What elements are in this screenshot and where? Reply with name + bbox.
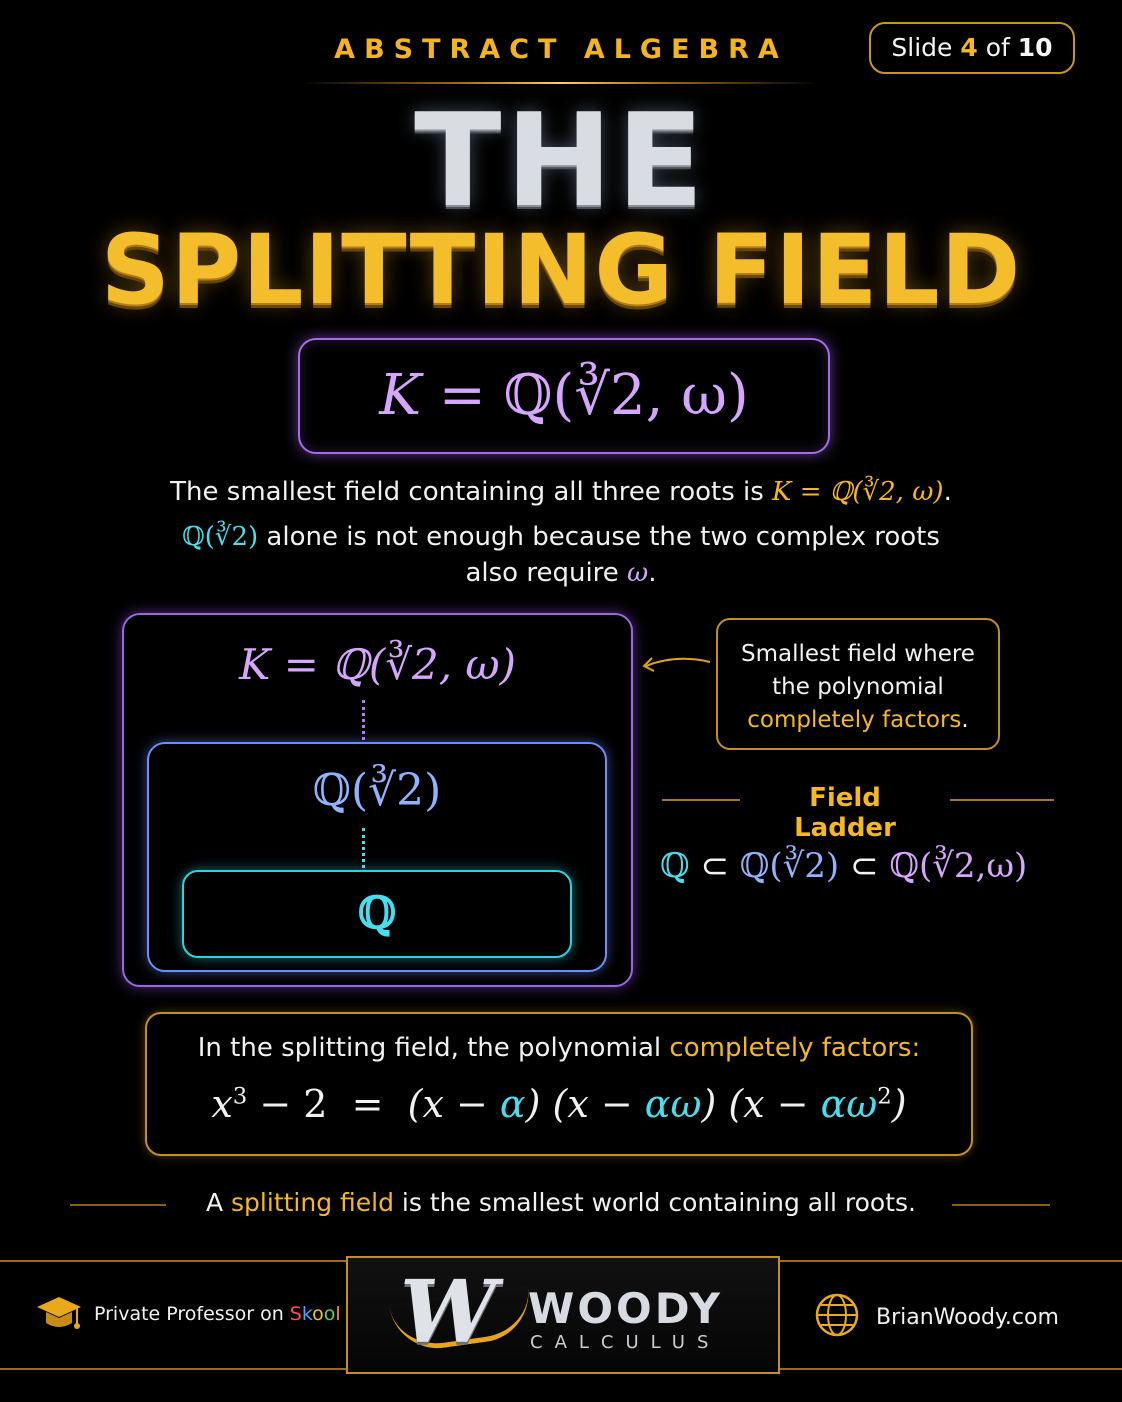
ladder-subset-2: ⊂ bbox=[850, 846, 879, 886]
ladder-rule-right bbox=[950, 799, 1054, 801]
eq-lhs: x bbox=[211, 1082, 233, 1126]
factor-1-close: ) bbox=[525, 1082, 541, 1126]
globe-icon bbox=[814, 1292, 860, 1338]
slide-total: 10 bbox=[1017, 33, 1053, 62]
kicker-title: ABSTRACT ALGEBRA bbox=[334, 34, 788, 65]
tagline-highlight: splitting field bbox=[231, 1188, 394, 1217]
slide-current: 4 bbox=[960, 33, 978, 62]
slide-prefix: Slide bbox=[891, 33, 961, 62]
skool-letter: l bbox=[335, 1303, 341, 1325]
factorization-equation bbox=[145, 1082, 973, 1126]
formula-rhs: ℚ(∛2, ω) bbox=[503, 363, 749, 428]
omega-symbol: ω bbox=[627, 558, 649, 588]
slide-mid: of bbox=[977, 33, 1018, 62]
factor-2-open: (x − bbox=[552, 1082, 645, 1126]
connector-q2-to-q bbox=[362, 828, 365, 868]
skool-link[interactable] bbox=[94, 1303, 341, 1325]
explanation-end-1: . bbox=[943, 477, 952, 507]
factor-3-close: ) bbox=[891, 1082, 907, 1126]
tagline-rest: is the smallest world containing all roots. bbox=[393, 1188, 917, 1217]
callout-end: . bbox=[961, 707, 969, 733]
formula-lhs: K bbox=[379, 363, 422, 428]
callout-highlight: completely factors bbox=[747, 707, 962, 733]
tagline-start: A bbox=[205, 1188, 232, 1217]
field-q-cbrt2-label: ℚ(∛2) bbox=[312, 765, 442, 816]
title-line-2: SPLITTING FIELD bbox=[100, 214, 1022, 326]
explanation-text-3: also require bbox=[465, 558, 619, 588]
callout-line-2: the polynomial bbox=[772, 674, 944, 700]
ladder-rule-left bbox=[662, 799, 740, 801]
skool-prefix: Private Professor on bbox=[94, 1303, 290, 1325]
field-ladder-title: Field Ladder bbox=[794, 783, 896, 843]
explanation-text-2: alone is not enough because the two complex roots bbox=[266, 522, 940, 552]
ladder-q-cbrt2: ℚ(∛2) bbox=[739, 846, 840, 886]
main-formula-box bbox=[298, 338, 830, 454]
factorization-intro bbox=[145, 1033, 973, 1063]
factor-2-root: αω bbox=[644, 1082, 702, 1126]
callout-line-3 bbox=[718, 704, 998, 737]
logo-subtitle: CALCULUS bbox=[530, 1332, 721, 1353]
callout-line-1: Smallest field where bbox=[741, 641, 975, 667]
explanation-text-1: The smallest field containing all three roots is bbox=[170, 477, 764, 507]
skool-letter: o bbox=[312, 1303, 324, 1325]
explanation-math-2: ℚ(∛2) bbox=[182, 522, 259, 552]
field-k-label: K = ℚ(∛2, ω) bbox=[238, 640, 517, 689]
explanation-math-1: K = ℚ(∛2, ω) bbox=[772, 477, 944, 507]
logo-w-mark: W bbox=[400, 1262, 497, 1363]
eq-lhs-rest: − 2 = bbox=[247, 1082, 408, 1126]
factor-3-root: αω bbox=[820, 1082, 878, 1126]
skool-letter: k bbox=[301, 1303, 313, 1325]
field-ladder bbox=[660, 846, 1070, 886]
factor-2-close: ) bbox=[701, 1082, 717, 1126]
logo-wordmark: WOODY bbox=[528, 1284, 723, 1333]
tagline bbox=[0, 1188, 1122, 1217]
explanation-line-2 bbox=[0, 522, 1122, 552]
website-link[interactable]: BrianWoody.com bbox=[876, 1305, 1059, 1330]
skool-letter: o bbox=[323, 1303, 336, 1325]
ladder-q-cbrt2-omega: ℚ(∛2,ω) bbox=[889, 846, 1028, 886]
factor-3-exp: 2 bbox=[877, 1083, 892, 1110]
factor-1-root: α bbox=[499, 1082, 526, 1126]
callout-arrow-icon bbox=[636, 650, 716, 680]
slide-counter-badge bbox=[869, 22, 1075, 74]
factor-1-open: (x − bbox=[407, 1082, 500, 1126]
factorization-intro-highlight: completely factors: bbox=[669, 1033, 921, 1063]
skool-letter: S bbox=[289, 1303, 302, 1325]
eq-lhs-exp: 3 bbox=[232, 1083, 248, 1110]
title-line-1: THE bbox=[414, 87, 708, 236]
ladder-subset-1: ⊂ bbox=[700, 846, 729, 886]
field-q-box bbox=[182, 870, 572, 958]
formula-eq: = bbox=[438, 363, 486, 428]
callout-box bbox=[716, 618, 1000, 750]
kicker-divider bbox=[300, 82, 820, 84]
factor-3-open: (x − bbox=[728, 1082, 821, 1126]
graduation-cap-icon bbox=[34, 1290, 84, 1340]
explanation-line-1 bbox=[0, 477, 1122, 507]
factorization-intro-text: In the splitting field, the polynomial bbox=[197, 1033, 662, 1063]
tagline-rule-right bbox=[952, 1204, 1050, 1206]
connector-k-to-q2 bbox=[362, 700, 365, 740]
explanation-end-3: . bbox=[648, 558, 657, 588]
explanation-line-3 bbox=[0, 558, 1122, 588]
field-q-label: ℚ bbox=[357, 888, 397, 939]
ladder-q: ℚ bbox=[660, 846, 690, 886]
